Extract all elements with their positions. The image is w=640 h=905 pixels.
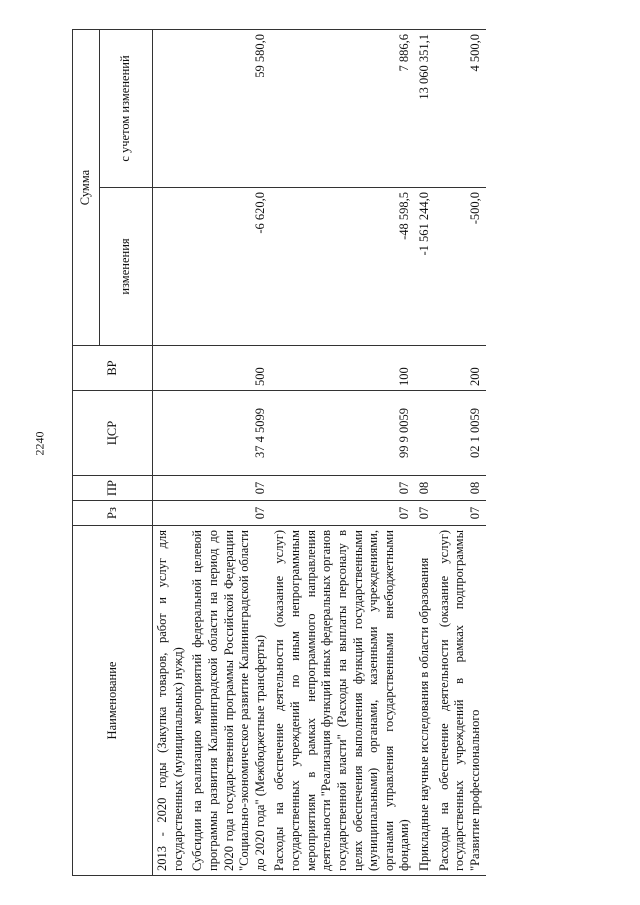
row-total [153,30,189,188]
row-pr [153,476,189,501]
row-pr: 07 [270,476,415,501]
table-body [153,30,486,876]
row-change [153,188,189,346]
row-vr: 100 [270,346,415,391]
table-row [435,30,486,876]
row-pr: 07 [188,476,270,501]
header-rz: Рз [73,501,153,526]
row-name: Субсидии на реализацию мероприятий федеральной целевой программы развития Калининградской области на период до 2020 года государственной программы Российской Федерации "Социально-экономическое развитие Калининградской области до 2020 года" (Межбюджетные трансферты) [188,526,270,876]
row-vr [415,346,435,391]
header-name: Наименование [73,526,153,876]
row-rz: 07 [415,501,435,526]
table-row [270,30,415,876]
table-row [188,30,270,876]
header-change: изменения [100,188,153,346]
header-vr: ВР [73,346,153,391]
row-total: 7 886,6 [270,30,415,188]
row-change: -6 620,0 [188,188,270,346]
row-csr: 02 1 0059 [435,391,486,476]
header-sum: Сумма [73,30,100,346]
table-row [153,30,189,876]
row-csr [153,391,189,476]
row-total: 13 060 351,1 [415,30,435,188]
row-csr: 37 4 5099 [188,391,270,476]
row-rz [153,501,189,526]
header-pr: ПР [73,476,153,501]
row-rz: 07 [188,501,270,526]
row-rz: 07 [270,501,415,526]
budget-table [72,29,486,876]
row-change: -1 561 244,0 [415,188,435,346]
row-name: Расходы на обеспечение деятельности (оказание услуг) государственных учреждений по иным непрограммным мероприятиям в рамках непрограммного направления деятельности "Реализация функций иных федеральных органов государственной власти" (Расходы на выплаты персоналу в целях обеспечения выполнения функций государственными (муниципальными) органами, казенными учреждениями, органами управления государственными внебюджетными фондами) [270,526,415,876]
row-pr: 08 [415,476,435,501]
table-header [73,30,153,876]
row-name: 2013 - 2020 годы (Закупка товаров, работ и услуг для государственных (муниципальных) нужд) [153,526,189,876]
row-name: Прикладные научные исследования в области образования [415,526,435,876]
row-total: 4 500,0 [435,30,486,188]
table-row [415,30,435,876]
row-pr: 08 [435,476,486,501]
row-total: 59 580,0 [188,30,270,188]
row-vr: 500 [188,346,270,391]
header-with-change: с учетом изменений [100,30,153,188]
row-name: Расходы на обеспечение деятельности (оказание услуг) государственных учреждений в рамках подпрограммы "Развитие профессионального [435,526,486,876]
row-csr: 99 9 0059 [270,391,415,476]
row-vr: 200 [435,346,486,391]
page-number: 2240 [32,431,47,456]
header-csr: ЦСР [73,391,153,476]
row-rz: 07 [435,501,486,526]
row-change: -500,0 [435,188,486,346]
row-change: -48 598,5 [270,188,415,346]
rotated-page [72,30,572,876]
row-vr [153,346,189,391]
row-csr [415,391,435,476]
